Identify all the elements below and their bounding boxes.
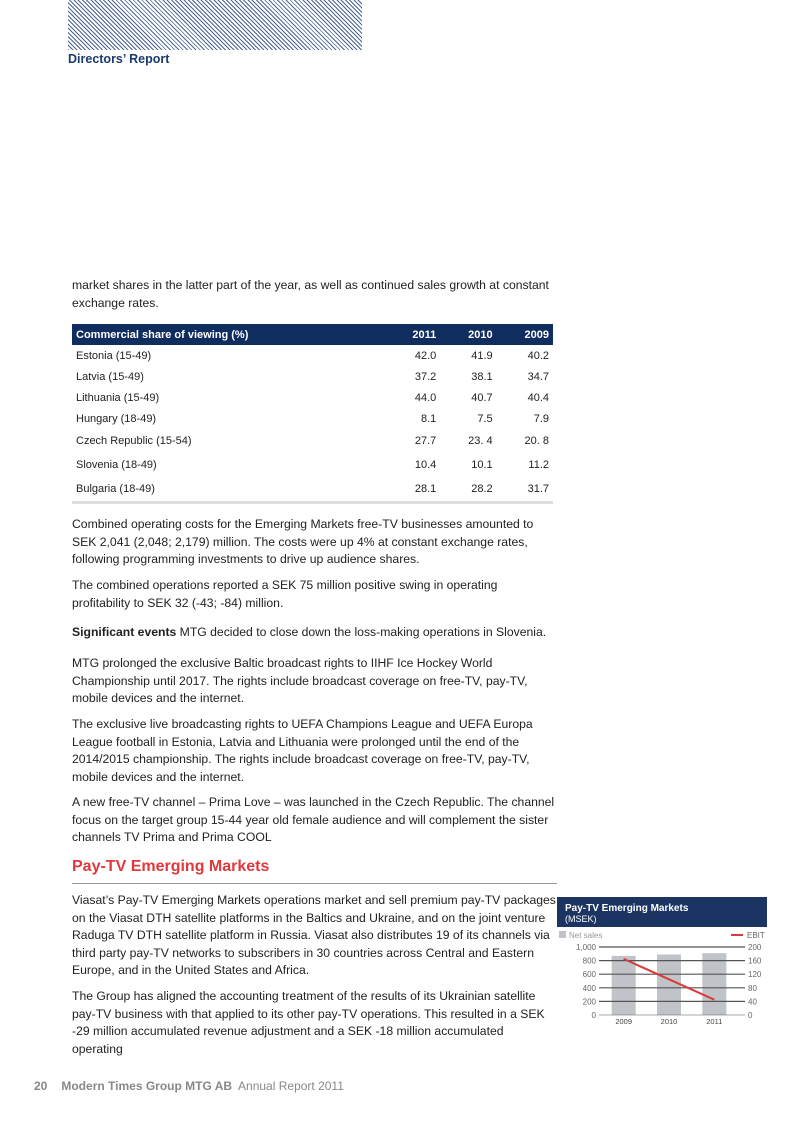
footer bbox=[34, 1079, 344, 1093]
table-row bbox=[72, 345, 553, 366]
left-axis-tick-label: 800 bbox=[582, 956, 596, 966]
table-cell-value: 10.1 bbox=[471, 459, 493, 471]
table-cell-value: 20. 8 bbox=[524, 435, 549, 447]
table-cell-value: 40.2 bbox=[527, 349, 549, 362]
paragraph bbox=[72, 624, 557, 642]
table-cell-value: 8.1 bbox=[420, 412, 437, 425]
table-header: 2010 bbox=[440, 324, 496, 345]
left-axis-tick-label: 0 bbox=[591, 1011, 596, 1020]
table-cell-label: Latvia (15-49) bbox=[76, 370, 144, 383]
table-cell-value: 10.4 bbox=[414, 459, 437, 471]
chart-title: Pay-TV Emerging Markets bbox=[565, 903, 689, 914]
table-cell-label: Czech Republic (15-54) bbox=[76, 435, 192, 447]
section-heading: Pay-TV Emerging Markets bbox=[72, 858, 270, 875]
table-cell-label: Slovenia (18-49) bbox=[76, 459, 157, 471]
x-axis-tick-label: 2010 bbox=[660, 1017, 678, 1026]
paragraph: MTG prolonged the exclusive Baltic broadcast rights to IIHF Ice Hockey World Championship until 2017. The rights include broadcast coverage on free-TV, pay-TV, mobile devices and the internet. bbox=[72, 656, 528, 705]
table-cell-value: 38.1 bbox=[471, 370, 493, 383]
company-name: Modern Times Group MTG AB bbox=[61, 1079, 233, 1093]
legend-swatch-net-sales bbox=[559, 931, 566, 938]
legend-label-net-sales: Net sales bbox=[569, 931, 603, 940]
table-cell-value: 40.7 bbox=[471, 391, 493, 404]
right-axis-tick-label: 120 bbox=[748, 970, 762, 980]
table-cell-value: 31.7 bbox=[497, 477, 553, 503]
viewing-share-table bbox=[72, 324, 553, 504]
table-cell-value: 23. 4 bbox=[468, 435, 493, 447]
table-row bbox=[72, 408, 553, 429]
table-cell-value: 28.1 bbox=[385, 477, 440, 503]
left-axis-tick-label: 1,000 bbox=[575, 943, 596, 952]
page-number: 20 bbox=[34, 1079, 48, 1093]
legend-label-ebit: EBIT bbox=[747, 931, 765, 940]
left-axis-tick-label: 200 bbox=[582, 997, 596, 1007]
table-cell-value: 11.2 bbox=[528, 459, 549, 471]
table-cell-value: 7.9 bbox=[533, 412, 549, 425]
table-cell-value: 34.7 bbox=[527, 370, 549, 383]
section-label: Directors’ Report bbox=[68, 52, 170, 66]
right-axis-tick-label: 40 bbox=[748, 997, 757, 1007]
paragraph-bold-lead: Significant events bbox=[72, 625, 177, 639]
header-hatch-pattern bbox=[68, 0, 362, 50]
x-axis-tick-label: 2009 bbox=[615, 1017, 633, 1026]
divider bbox=[72, 883, 557, 884]
table-cell-label: Lithuania (15-49) bbox=[76, 391, 160, 404]
left-axis-tick-label: 600 bbox=[582, 970, 596, 980]
table-header: 2009 bbox=[497, 324, 553, 345]
chart-plot bbox=[557, 927, 767, 1032]
right-axis-tick-label: 0 bbox=[748, 1011, 753, 1020]
table-cell-value: 37.2 bbox=[414, 370, 437, 383]
table-cell-value: 40.4 bbox=[527, 391, 549, 404]
table-header: Commercial share of viewing (%) bbox=[72, 324, 385, 345]
table-header-row bbox=[72, 324, 553, 345]
table-cell-label: Hungary (18-49) bbox=[76, 412, 157, 425]
pay-tv-chart bbox=[557, 897, 767, 1032]
table-row bbox=[72, 477, 553, 503]
table-cell-value: 27.7 bbox=[414, 435, 437, 447]
left-axis-tick-label: 400 bbox=[582, 983, 596, 993]
right-axis-tick-label: 160 bbox=[748, 956, 762, 966]
bar-net-sales bbox=[612, 956, 636, 1015]
table-row bbox=[72, 366, 553, 387]
table-cell-label: Estonia (15-49) bbox=[76, 349, 152, 362]
chart-subtitle: (MSEK) bbox=[565, 914, 597, 924]
paragraph-text: MTG decided to close down the loss-making operations in Slovenia. bbox=[176, 625, 547, 639]
paragraph: Combined operating costs for the Emerging Markets free-TV businesses amounted to SEK 2,041 (2,048; 2,179) million. The costs were up 4% at constant exchange rates, following programming investments to drive up audience shares. bbox=[72, 517, 534, 566]
right-axis-tick-label: 200 bbox=[748, 943, 762, 952]
table-cell-value: 42.0 bbox=[414, 349, 437, 362]
intro-paragraph: market shares in the latter part of the year, as well as continued sales growth at constant exchange rates. bbox=[72, 278, 549, 310]
paragraph: A new free-TV channel – Prima Love – was launched in the Czech Republic. The channel focus on the target group 15-44 year old female audience and will complement the sister channels TV Prima and Prima COOL bbox=[72, 795, 555, 844]
right-axis-tick-label: 80 bbox=[748, 983, 757, 993]
paragraph: The exclusive live broadcasting rights to UEFA Champions League and UEFA Europa League football in Estonia, Latvia and Lithuania were prolonged until the end of the 2014/2015 championship. The rights include broadcast coverage on free-TV, pay-TV, mobile devices and the internet. bbox=[72, 717, 533, 784]
bar-net-sales bbox=[702, 953, 726, 1015]
document-name: Annual Report 2011 bbox=[238, 1079, 344, 1093]
x-axis-tick-label: 2011 bbox=[706, 1017, 723, 1026]
chart-header bbox=[557, 897, 767, 927]
table-row bbox=[72, 429, 553, 453]
table-cell-value: 7.5 bbox=[477, 412, 493, 425]
table-header: 2011 bbox=[385, 324, 440, 345]
paragraph: The combined operations reported a SEK 75 million positive swing in operating profitability to SEK 32 (-43; -84) million. bbox=[72, 578, 498, 610]
table-cell-value: 41.9 bbox=[471, 349, 493, 362]
paragraph: The Group has aligned the accounting treatment of the results of its Ukrainian satellite pay-TV business with that applied to its other pay-TV operations. This resulted in a SEK -29 million accumulated revenue adjustment and a SEK -18 million accumulated operating bbox=[72, 989, 545, 1056]
paragraph: Viasat’s Pay-TV Emerging Markets operations market and sell premium pay-TV packages on the Viasat DTH satellite platforms in the Baltics and Ukraine, and on the joint venture Raduga TV DTH satellite platform in Russia. Viasat also distributes 19 of its channels via third party pay-TV networks to subscribers in 30 countries across Central and Eastern Europe, and in the United States and Africa. bbox=[72, 893, 556, 977]
table-cell-label: Bulgaria (18-49) bbox=[72, 477, 385, 503]
table-cell-value: 28.2 bbox=[440, 477, 496, 503]
table-row bbox=[72, 387, 553, 408]
table-cell-value: 44.0 bbox=[414, 391, 437, 404]
table-row bbox=[72, 453, 553, 477]
bar-net-sales bbox=[657, 954, 681, 1015]
